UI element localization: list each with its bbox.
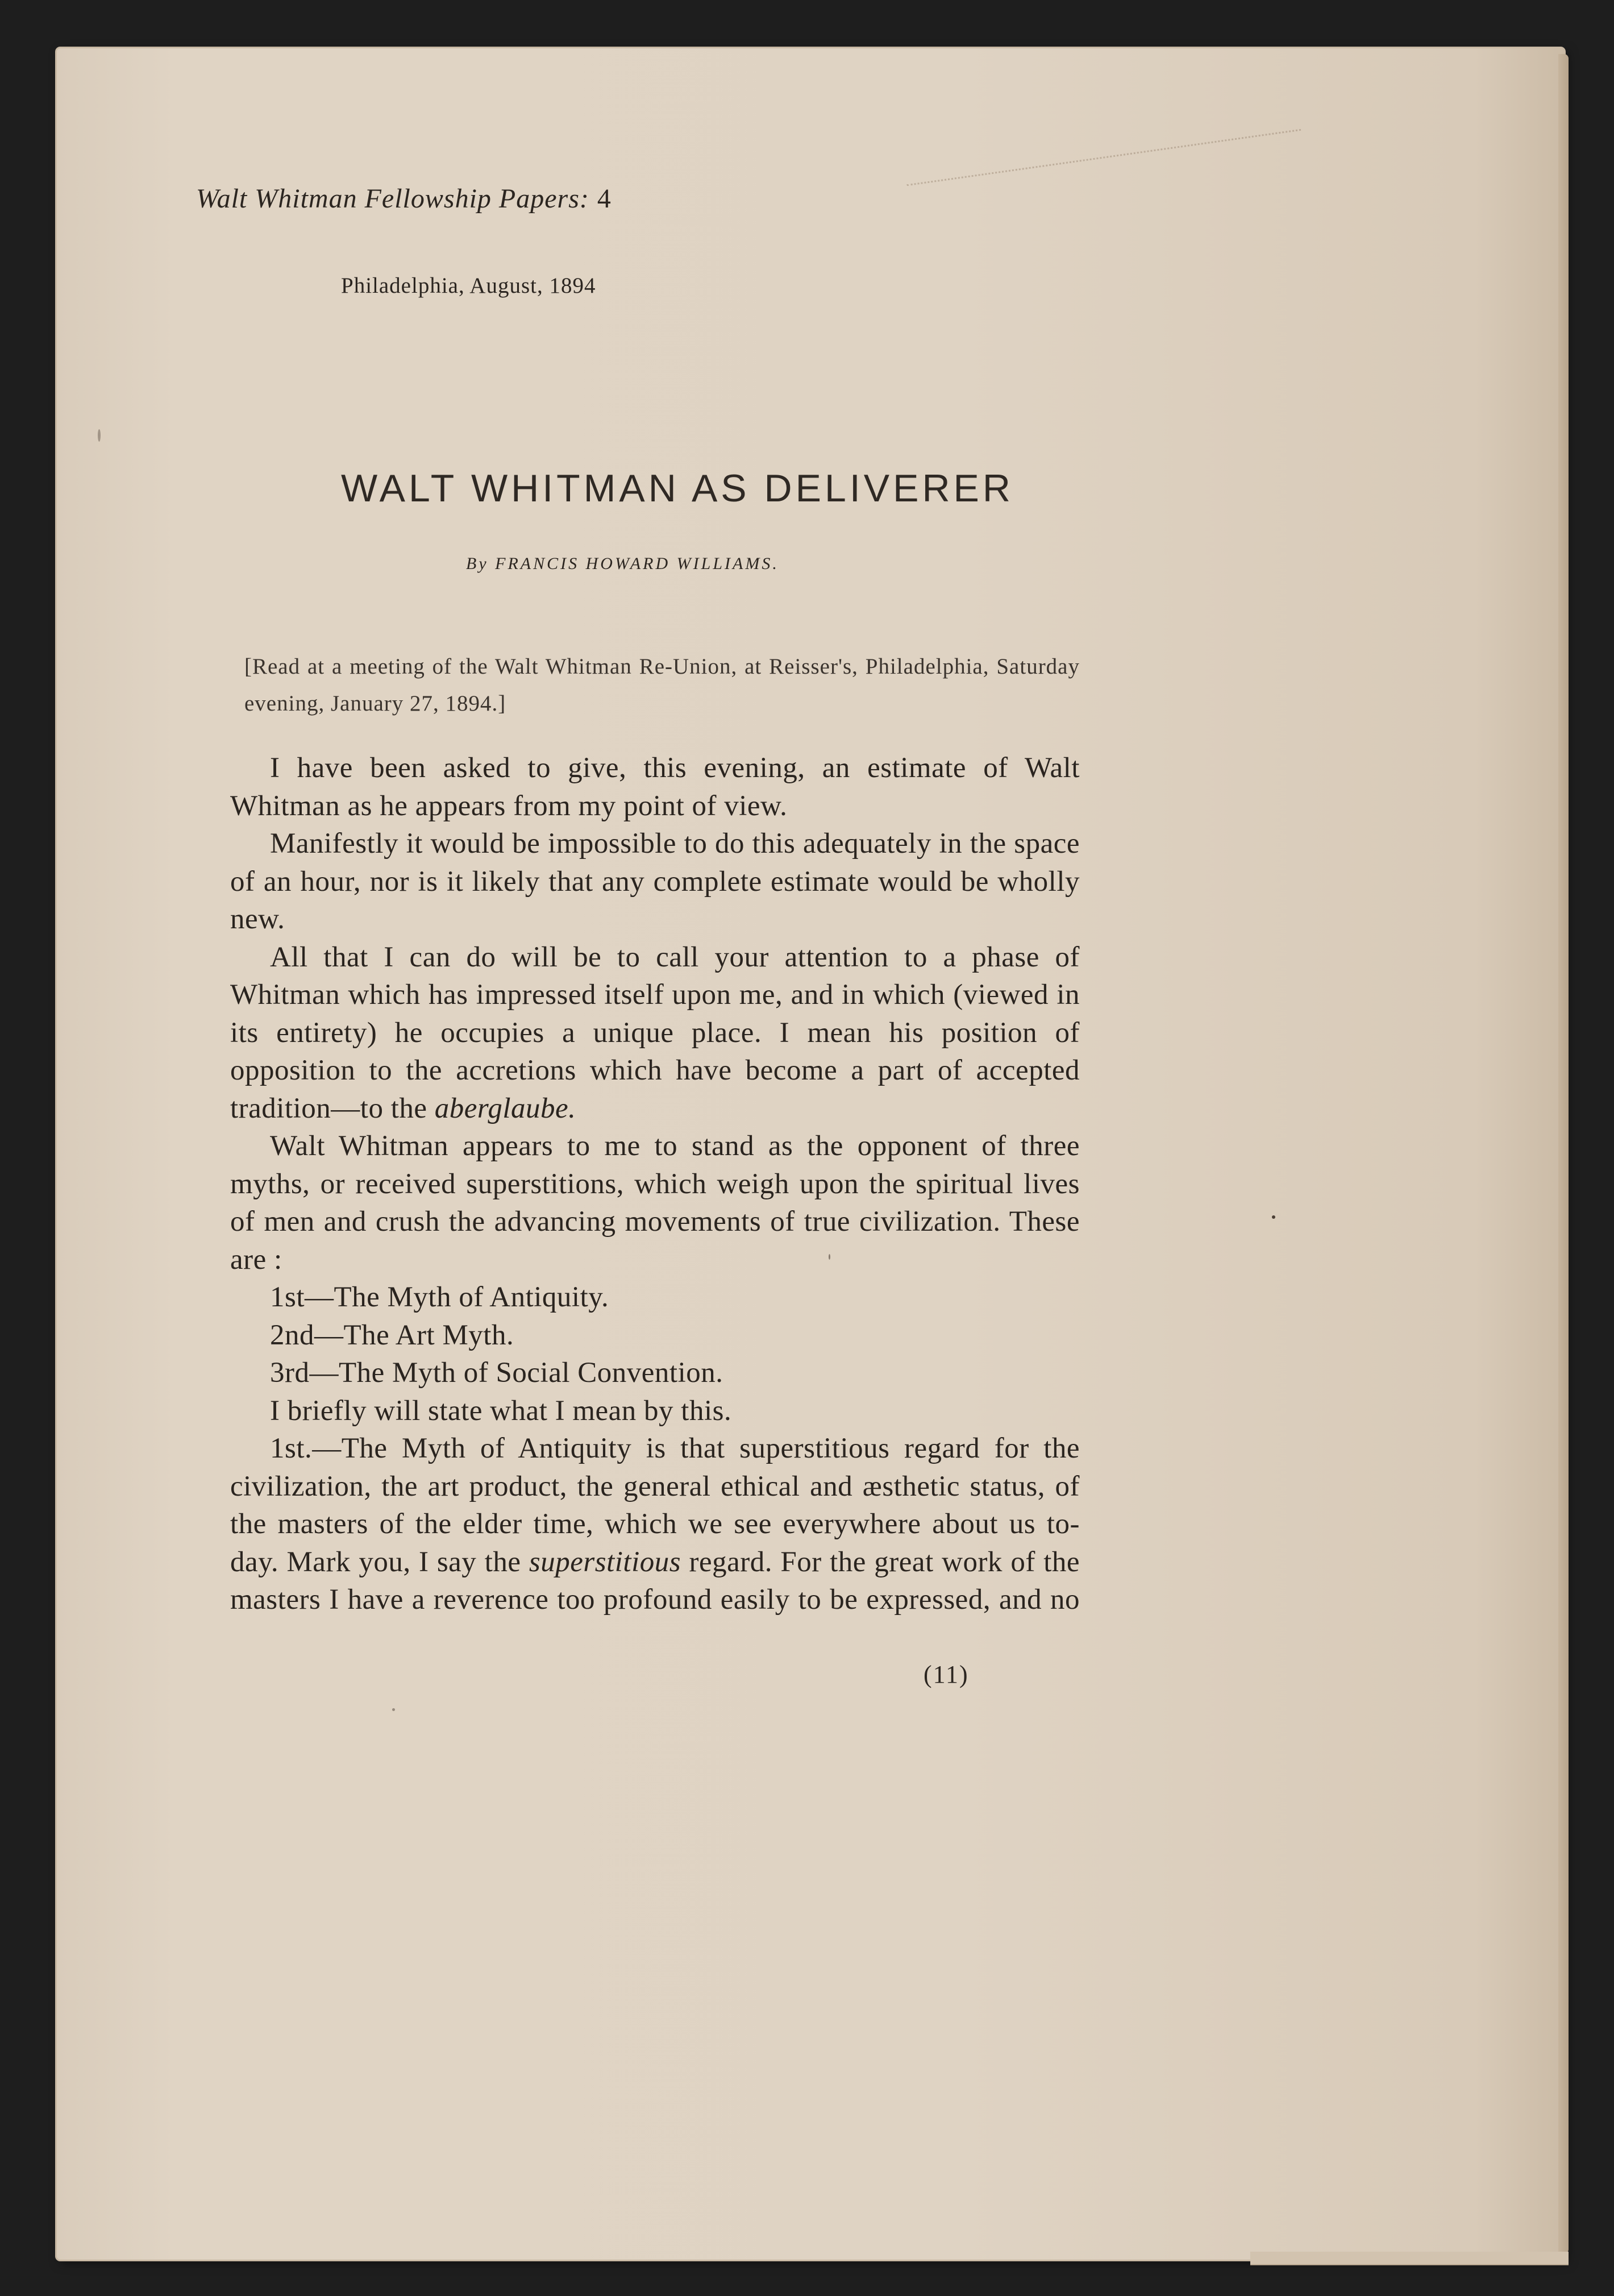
- series-title: Walt Whitman Fellowship Papers:: [196, 184, 589, 214]
- place-date: Philadelphia, August, 1894: [341, 273, 596, 298]
- paper-speck: [829, 1254, 830, 1260]
- reading-note: [Read at a meeting of the Walt Whitman Re-Union, at Reisser's, Philadelphia, Saturday evening, January 27, 1894.]: [244, 654, 1080, 716]
- series-number: 4: [597, 184, 612, 214]
- paragraph-text: All that I can do will be to call your attention to a phase of Whitman which has impressed itself upon me, and in which (viewed in its entirety) he occupies a unique place. I mean his position of opposition to the accretions which have become a part of accepted tradition—to the: [230, 941, 1080, 1124]
- list-item: 3rd—The Myth of Social Convention.: [270, 1357, 723, 1389]
- list-item: 1st—The Myth of Antiquity.: [270, 1281, 609, 1313]
- paragraph: Manifestly it would be impossible to do this adequately in the space of an hour, nor is it likely that any complete estimate would be wholly new.: [230, 828, 1080, 935]
- author-byline: By FRANCIS HOWARD WILLIAMS.: [466, 554, 779, 573]
- page-edge: [1558, 54, 1569, 2254]
- paragraph: Walt Whitman appears to me to stand as the opponent of three myths, or received superstitions, which weigh upon the spiritual lives of men and crush the advancing movements of true civilization. These are :: [230, 1130, 1080, 1276]
- page-fold-edge: [1250, 2252, 1569, 2265]
- italic-term: aberglaube.: [434, 1092, 576, 1124]
- series-heading: [196, 183, 612, 214]
- paragraph: [230, 1430, 1080, 1619]
- article-body: [230, 749, 1080, 1619]
- paper-speck: [1272, 1215, 1275, 1219]
- article-title: WALT WHITMAN AS DELIVERER: [341, 467, 1014, 510]
- page-number: (11): [924, 1660, 969, 1688]
- paragraph-text: 1st.—The Myth of Antiquity is that superstitious regard for the civilization, the art product, the general ethical and æsthetic status, of the masters of the elder time, which we see everywhere about us to-day. Mark you, I say the: [230, 1433, 1080, 1578]
- paper-speck: [98, 429, 101, 442]
- paragraph-text: regard. For the great work of the masters I have a reverence too profound easily to be expressed, and no: [230, 1546, 1080, 1616]
- paragraph: I have been asked to give, this evening, an estimate of Walt Whitman as he appears from my point of view.: [230, 752, 1080, 822]
- list-item: 2nd—The Art Myth.: [270, 1319, 514, 1351]
- paper-speck: [392, 1708, 395, 1711]
- paragraph: [230, 939, 1080, 1128]
- italic-term: superstitious: [529, 1546, 681, 1578]
- paper-crease: [907, 129, 1310, 248]
- statement: I briefly will state what I mean by this.: [270, 1394, 732, 1427]
